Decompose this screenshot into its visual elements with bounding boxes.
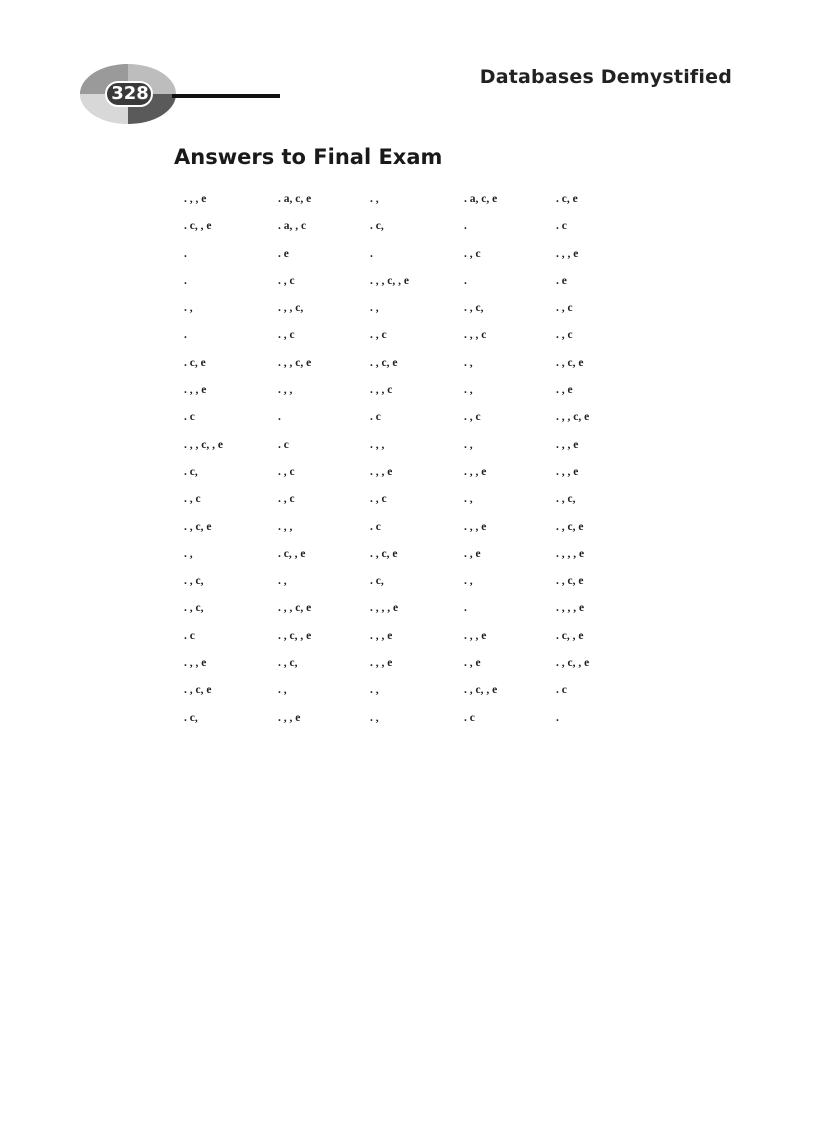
answer-cell: . <box>464 220 467 233</box>
answer-cell: . , , , e <box>370 602 399 615</box>
answer-cell: . a, , c <box>278 220 307 233</box>
answer-cell: . c, <box>184 711 198 724</box>
answer-cell: . , c <box>278 329 295 342</box>
page-number: 328 <box>111 83 149 104</box>
answer-cell: . c, e <box>184 356 206 369</box>
answer-cell: . <box>184 329 187 342</box>
answer-cell: . , <box>370 193 379 205</box>
answer-cell: . , c, e <box>556 520 584 533</box>
answer-cell: . , c, e <box>370 356 398 369</box>
answer-cell: . , c <box>278 465 295 478</box>
answer-cell: . , , e <box>370 629 393 642</box>
answer-cell: . , c, <box>184 575 204 588</box>
answer-cell: . c <box>370 520 381 533</box>
answer-cell: . e <box>556 274 567 287</box>
answer-cell: . , , e <box>464 465 487 478</box>
answer-cell: . , c, e <box>184 520 212 533</box>
answer-cell: . , <box>184 547 193 560</box>
answer-cell: . , , e <box>278 711 301 724</box>
answer-cell: . , <box>370 711 379 724</box>
answer-cell: . , , <box>278 384 293 397</box>
answer-cell: . , <box>464 575 473 588</box>
answer-cell: . , c <box>370 493 387 506</box>
answer-cell: . , , , e <box>556 547 585 560</box>
answer-cell: . , c, <box>278 657 298 670</box>
answer-cell: . , , c, <box>278 302 304 315</box>
answer-cell: . <box>464 274 467 287</box>
answer-cell: . , , e <box>464 629 487 642</box>
answer-cell: . , c <box>184 493 201 506</box>
answer-cell: . <box>184 247 187 260</box>
answer-cell: . , c, e <box>556 356 584 369</box>
answer-cell: . , c <box>370 329 387 342</box>
answer-cell: . <box>464 602 467 615</box>
answer-cell: . , , <box>370 438 385 451</box>
answer-cell: . <box>556 711 559 724</box>
answer-cell: . , c <box>278 274 295 287</box>
answer-cell: . c <box>556 684 567 697</box>
answer-cell: . a, c, e <box>278 193 312 205</box>
answer-cell: . , <box>370 684 379 697</box>
answer-cell: . c <box>184 411 195 424</box>
answer-cell: . c <box>556 220 567 233</box>
answer-cell: . , , e <box>556 465 579 478</box>
answer-cell: . , , e <box>184 657 207 670</box>
answer-cell: . , , e <box>370 657 393 670</box>
answer-cell: . , , c, , e <box>370 274 409 287</box>
answer-cell: . c <box>278 438 289 451</box>
answer-cell: . , c, <box>464 302 484 315</box>
answer-cell: . , c, <box>556 493 576 506</box>
answer-cell: . , c <box>556 302 573 315</box>
answer-cell: . , , c <box>464 329 487 342</box>
answer-cell: . , , e <box>464 520 487 533</box>
answer-cell: . , , e <box>184 193 207 205</box>
answer-cell: . , c, e <box>184 684 212 697</box>
answer-cell: . c, , e <box>556 629 584 642</box>
answer-cell: . , c <box>556 329 573 342</box>
section-title: Answers to Final Exam <box>174 145 443 169</box>
answer-cell: . <box>184 274 187 287</box>
answer-cell: . c <box>370 411 381 424</box>
answer-cell: . , <box>464 384 473 397</box>
answer-cell: . a, c, e <box>464 193 498 205</box>
answer-cell: . <box>278 411 281 424</box>
answer-cell: . , , c, e <box>278 602 312 615</box>
answer-cell: . c <box>184 629 195 642</box>
answer-cell: . , <box>464 493 473 506</box>
answer-cell: . , c, e <box>370 547 398 560</box>
answer-cell: . , , e <box>370 465 393 478</box>
answer-cell: . , , c, e <box>278 356 312 369</box>
answer-cell: . , <box>370 302 379 315</box>
answer-cell: . c, e <box>556 193 578 205</box>
answer-cell: . , , <box>278 520 293 533</box>
answer-cell: . , , c, , e <box>184 438 223 451</box>
answer-cell: . , c, e <box>556 575 584 588</box>
answer-cell: . , <box>278 575 287 588</box>
answer-cell: . c <box>464 711 475 724</box>
answer-cell: . , <box>278 684 287 697</box>
answer-cell: . , c, <box>184 602 204 615</box>
answer-cell: . , , e <box>184 384 207 397</box>
answer-cell: . , <box>464 438 473 451</box>
answer-cell: . , c <box>278 493 295 506</box>
answer-cell: . <box>370 247 373 260</box>
answer-cell: . c, <box>184 465 198 478</box>
answer-cell: . , , , e <box>556 602 585 615</box>
answer-cell: . , , e <box>556 438 579 451</box>
answer-cell: . , <box>464 356 473 369</box>
answer-cell: . , e <box>464 547 481 560</box>
header-rule <box>172 94 280 98</box>
answer-cell: . , e <box>464 657 481 670</box>
answer-cell: . , c <box>464 411 481 424</box>
answer-cell: . , , c <box>370 384 393 397</box>
answer-cell: . , c, , e <box>556 657 590 670</box>
answer-cell: . , , c, e <box>556 411 590 424</box>
running-title: Databases Demystified <box>479 66 732 88</box>
answer-cell: . c, <box>370 575 384 588</box>
answer-cell: . e <box>278 247 289 260</box>
answer-cell: . c, , e <box>184 220 212 233</box>
answer-cell: . , c, , e <box>464 684 498 697</box>
answer-cell: . c, , e <box>278 547 306 560</box>
page-header <box>0 0 816 140</box>
answer-cell: . , , e <box>556 247 579 260</box>
answer-cell: . c, <box>370 220 384 233</box>
answer-cell: . , c <box>464 247 481 260</box>
answer-cell: . , c, , e <box>278 629 312 642</box>
answer-cell: . , e <box>556 384 573 397</box>
answer-cell: . , <box>184 302 193 315</box>
